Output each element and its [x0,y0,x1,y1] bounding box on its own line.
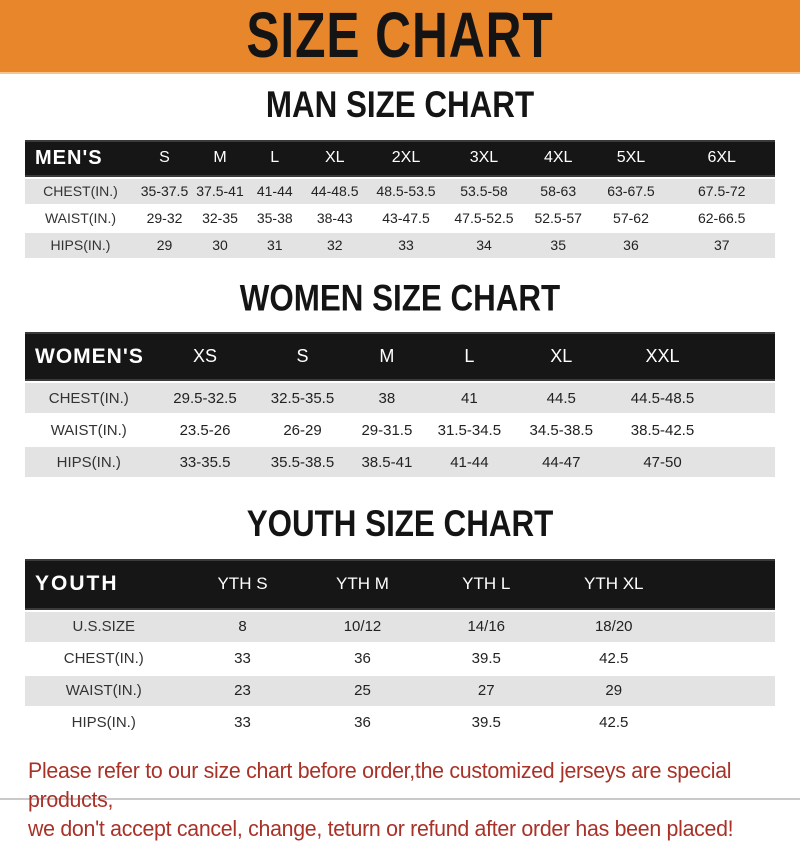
men-table-row [25,206,775,231]
men-size-cell: 32 [303,233,368,258]
men-row-label: HIPS(IN.) [25,233,136,258]
men-column-header: 6XL [668,140,775,177]
women-size-cell-filler [715,415,775,445]
men-size-cell: 67.5-72 [668,179,775,204]
men-column-header: L [247,140,303,177]
women-size-cell: 44-47 [513,447,611,477]
youth-size-cell-filler [678,612,776,642]
women-column-header: S [258,332,348,381]
women-row-label: CHEST(IN.) [25,383,153,413]
men-size-cell: 36 [593,233,668,258]
men-size-cell: 43-47.5 [367,206,445,231]
youth-section-title: YOUTH SIZE CHART [246,502,554,545]
youth-size-cell: 33 [183,708,303,738]
youth-column-header: YTH L [423,559,551,610]
men-size-cell: 58-63 [523,179,593,204]
men-column-header: S [136,140,193,177]
footer-note [28,756,777,843]
women-column-header: XL [513,332,611,381]
men-column-header: 3XL [445,140,523,177]
women-size-cell: 41-44 [426,447,512,477]
women-size-cell: 35.5-38.5 [258,447,348,477]
women-size-cell: 29-31.5 [348,415,427,445]
women-column-header-filler [715,332,775,381]
youth-size-cell-filler [678,676,776,706]
youth-size-cell: 23 [183,676,303,706]
men-size-cell: 31 [247,233,303,258]
youth-size-cell: 25 [303,676,423,706]
women-table-corner-label: WOMEN'S [25,332,153,381]
women-table-row [25,447,775,477]
women-size-cell: 38 [348,383,427,413]
youth-size-cell: 27 [423,676,551,706]
youth-table-row [25,644,775,674]
men-size-cell: 48.5-53.5 [367,179,445,204]
youth-size-cell-filler [678,708,776,738]
women-size-cell: 26-29 [258,415,348,445]
men-size-cell: 35 [523,233,593,258]
youth-size-cell: 29 [550,676,678,706]
men-column-header: M [193,140,247,177]
youth-row-label: CHEST(IN.) [25,644,183,674]
women-size-cell: 41 [426,383,512,413]
men-row-label: WAIST(IN.) [25,206,136,231]
youth-size-cell: 14/16 [423,612,551,642]
men-header-row [25,140,775,177]
women-size-table [25,330,775,479]
men-size-cell: 35-38 [247,206,303,231]
youth-size-cell: 42.5 [550,708,678,738]
youth-row-label: U.S.SIZE [25,612,183,642]
men-table-corner-label: MEN'S [25,140,136,177]
youth-column-header-filler [678,559,776,610]
men-size-cell: 29-32 [136,206,193,231]
youth-header-row [25,559,775,610]
footer-note-line1: Please refer to our size chart before order,the customized jerseys are special products, [28,757,732,812]
youth-table-corner-label: YOUTH [25,559,183,610]
men-size-cell: 41-44 [247,179,303,204]
women-size-cell: 38.5-41 [348,447,427,477]
women-column-header: L [426,332,512,381]
youth-size-cell: 18/20 [550,612,678,642]
women-size-cell: 47-50 [610,447,715,477]
youth-size-cell: 10/12 [303,612,423,642]
men-size-cell: 52.5-57 [523,206,593,231]
page-title: SIZE CHART [246,0,554,72]
women-size-cell: 44.5 [513,383,611,413]
men-size-cell: 44-48.5 [303,179,368,204]
men-size-cell: 32-35 [193,206,247,231]
men-size-cell: 63-67.5 [593,179,668,204]
men-size-cell: 34 [445,233,523,258]
men-table-row [25,233,775,258]
youth-row-label: HIPS(IN.) [25,708,183,738]
women-size-cell: 23.5-26 [153,415,258,445]
men-size-cell: 62-66.5 [668,206,775,231]
youth-table-row [25,612,775,642]
men-column-header: 2XL [367,140,445,177]
youth-row-label: WAIST(IN.) [25,676,183,706]
women-column-header: M [348,332,427,381]
men-size-cell: 29 [136,233,193,258]
women-size-cell: 29.5-32.5 [153,383,258,413]
men-size-cell: 47.5-52.5 [445,206,523,231]
men-table-row [25,179,775,204]
men-size-cell: 30 [193,233,247,258]
youth-size-cell: 42.5 [550,644,678,674]
men-size-table [25,138,775,260]
men-column-header: XL [303,140,368,177]
youth-size-cell: 36 [303,644,423,674]
women-header-row [25,332,775,381]
youth-table-row [25,676,775,706]
men-section-title: MAN SIZE CHART [265,83,535,126]
women-size-cell: 32.5-35.5 [258,383,348,413]
youth-size-cell: 8 [183,612,303,642]
footer-note-line2: we don't accept cancel, change, teturn or refund after order has been placed! [28,815,734,841]
women-size-cell: 33-35.5 [153,447,258,477]
men-column-header: 5XL [593,140,668,177]
women-size-cell: 31.5-34.5 [426,415,512,445]
youth-size-cell: 39.5 [423,644,551,674]
men-column-header: 4XL [523,140,593,177]
men-size-cell: 57-62 [593,206,668,231]
women-column-header: XXL [610,332,715,381]
men-size-cell: 38-43 [303,206,368,231]
women-size-cell: 38.5-42.5 [610,415,715,445]
women-row-label: WAIST(IN.) [25,415,153,445]
women-size-cell-filler [715,383,775,413]
women-size-cell-filler [715,447,775,477]
men-size-cell: 33 [367,233,445,258]
youth-table-row [25,708,775,738]
men-size-cell: 37.5-41 [193,179,247,204]
men-size-cell: 35-37.5 [136,179,193,204]
men-size-cell: 37 [668,233,775,258]
women-row-label: HIPS(IN.) [25,447,153,477]
banner [0,0,800,74]
youth-column-header: YTH XL [550,559,678,610]
youth-size-cell: 39.5 [423,708,551,738]
youth-size-cell-filler [678,644,776,674]
youth-column-header: YTH M [303,559,423,610]
women-size-cell: 34.5-38.5 [513,415,611,445]
women-table-row [25,415,775,445]
youth-column-header: YTH S [183,559,303,610]
women-size-cell: 44.5-48.5 [610,383,715,413]
men-size-cell: 53.5-58 [445,179,523,204]
women-column-header: XS [153,332,258,381]
youth-size-table [25,557,775,740]
youth-size-cell: 36 [303,708,423,738]
women-section-title: WOMEN SIZE CHART [239,276,561,319]
women-table-row [25,383,775,413]
men-row-label: CHEST(IN.) [25,179,136,204]
youth-size-cell: 33 [183,644,303,674]
